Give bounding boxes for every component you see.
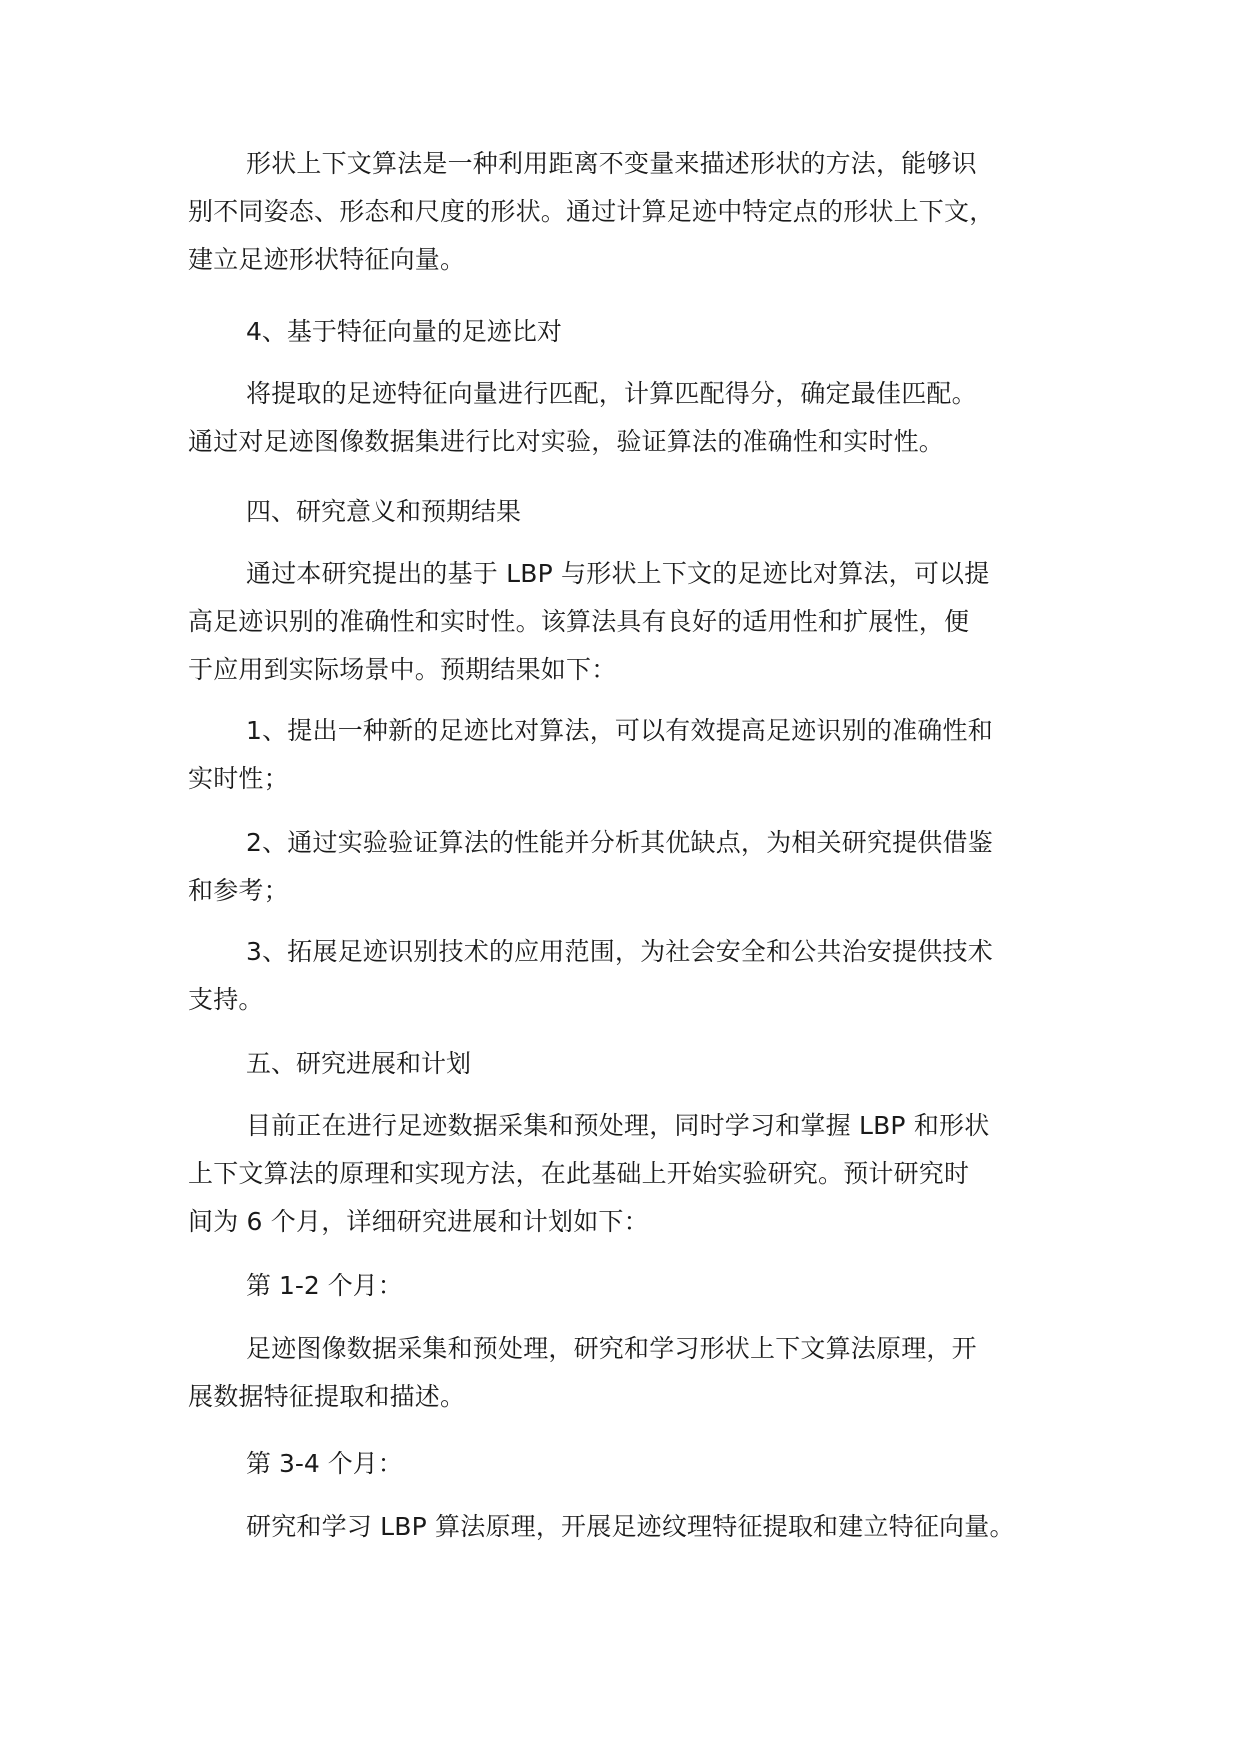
text-line: 2、通过实验验证算法的性能并分析其优缺点，为相关研究提供借鉴	[246, 828, 993, 857]
text-line: 足迹图像数据采集和预处理，研究和学习形状上下文算法原理，开	[246, 1334, 977, 1363]
text-line: 建立足迹形状特征向量。	[188, 245, 466, 274]
text-line: 通过本研究提出的基于 LBP 与形状上下文的足迹比对算法，可以提	[246, 559, 990, 588]
paragraph-month-3-4	[188, 1503, 1015, 1551]
section-heading-feature-matching: 4、基于特征向量的足迹比对	[246, 317, 562, 346]
text-line: 别不同姿态、形态和尺度的形状。通过计算足迹中特定点的形状上下文，	[188, 197, 995, 226]
paragraph-significance	[188, 550, 989, 694]
text-line: 3、拓展足迹识别技术的应用范围，为社会安全和公共治安提供技术	[246, 937, 993, 966]
paragraph-shape-context	[188, 140, 994, 284]
text-line: 将提取的足迹特征向量进行匹配，计算匹配得分，确定最佳匹配。	[246, 379, 977, 408]
paragraph-matching	[188, 370, 977, 466]
list-item-result-3	[188, 928, 993, 1024]
text-line: 展数据特征提取和描述。	[188, 1382, 466, 1411]
schedule-heading-month-1-2: 第 1-2 个月：	[246, 1271, 403, 1300]
paragraph-progress	[188, 1102, 989, 1246]
section-heading-progress: 五、研究进展和计划	[246, 1049, 472, 1078]
text-line: 1、提出一种新的足迹比对算法，可以有效提高足迹识别的准确性和	[246, 716, 993, 745]
text-line: 和参考；	[188, 876, 289, 905]
text-line: 间为 6 个月，详细研究进展和计划如下：	[188, 1207, 649, 1236]
list-item-result-1	[188, 707, 993, 803]
list-item-result-2	[188, 819, 993, 915]
text-line: 支持。	[188, 985, 264, 1014]
paragraph-month-1-2	[188, 1325, 977, 1421]
text-line: 形状上下文算法是一种利用距离不变量来描述形状的方法，能够识	[246, 149, 977, 178]
text-line: 通过对足迹图像数据集进行比对实验，验证算法的准确性和实时性。	[188, 427, 945, 456]
text-line: 上下文算法的原理和实现方法，在此基础上开始实验研究。预计研究时	[188, 1159, 970, 1188]
text-line: 目前正在进行足迹数据采集和预处理，同时学习和掌握 LBP 和形状	[246, 1111, 990, 1140]
text-line: 研究和学习 LBP 算法原理，开展足迹纹理特征提取和建立特征向量。	[246, 1512, 1015, 1541]
text-line: 于应用到实际场景中。预期结果如下：	[188, 655, 617, 684]
text-line: 高足迹识别的准确性和实时性。该算法具有良好的适用性和扩展性，便	[188, 607, 970, 636]
text-line: 实时性；	[188, 764, 289, 793]
section-heading-significance: 四、研究意义和预期结果	[246, 497, 522, 526]
schedule-heading-month-3-4: 第 3-4 个月：	[246, 1449, 403, 1478]
